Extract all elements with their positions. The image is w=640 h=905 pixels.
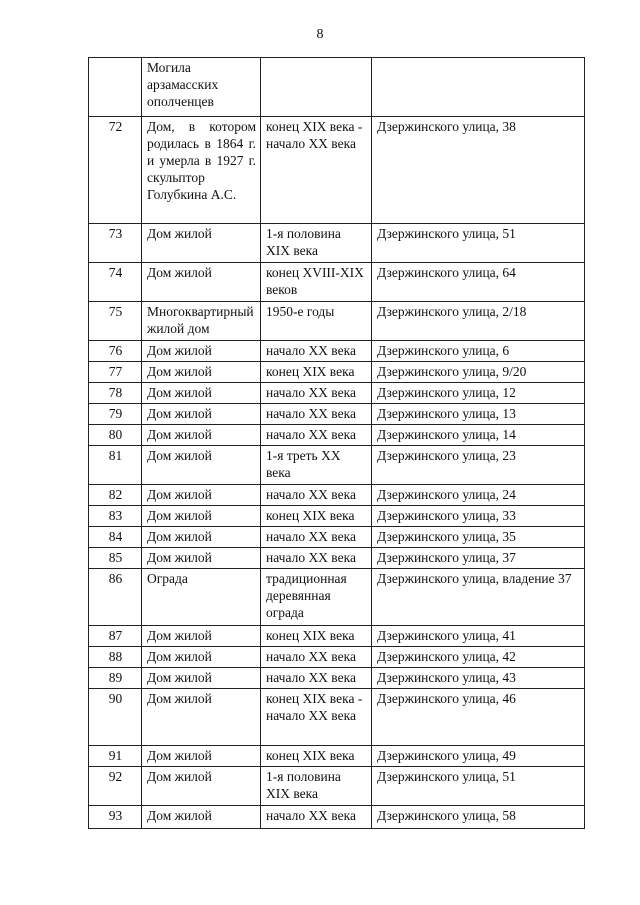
cell-name: Ограда: [142, 569, 261, 626]
cell-name: Дом жилой: [142, 806, 261, 829]
cell-name: Дом жилой: [142, 446, 261, 485]
cell-addr: Дзержинского улица, 38: [372, 117, 585, 224]
cell-num: 78: [89, 383, 142, 404]
table-row: [89, 362, 585, 383]
cell-addr: Дзержинского улица, владение 37: [372, 569, 585, 626]
table-row: [89, 767, 585, 806]
cell-num: 91: [89, 746, 142, 767]
table-row: [89, 668, 585, 689]
table-row: [89, 341, 585, 362]
table-row: [89, 689, 585, 746]
table-row: [89, 425, 585, 446]
table-row: [89, 58, 585, 117]
table-row: [89, 806, 585, 829]
heritage-objects-table: [88, 57, 585, 829]
cell-addr: Дзержинского улица, 23: [372, 446, 585, 485]
cell-date: 1-я треть XX века: [261, 446, 372, 485]
cell-name: Дом жилой: [142, 485, 261, 506]
cell-num: 76: [89, 341, 142, 362]
cell-num: 73: [89, 224, 142, 263]
cell-addr: Дзержинского улица, 33: [372, 506, 585, 527]
cell-addr: Дзержинского улица, 12: [372, 383, 585, 404]
cell-addr: Дзержинского улица, 13: [372, 404, 585, 425]
cell-addr: Дзержинского улица, 37: [372, 548, 585, 569]
table-row: [89, 569, 585, 626]
cell-addr: Дзержинского улица, 24: [372, 485, 585, 506]
table-row: [89, 746, 585, 767]
cell-date: конец XIX века: [261, 746, 372, 767]
cell-name: Многоквартирный жилой дом: [142, 302, 261, 341]
cell-addr: Дзержинского улица, 51: [372, 767, 585, 806]
cell-name: Дом жилой: [142, 263, 261, 302]
cell-name: Дом жилой: [142, 362, 261, 383]
cell-addr: Дзержинского улица, 58: [372, 806, 585, 829]
table-row: [89, 383, 585, 404]
cell-name: Дом жилой: [142, 647, 261, 668]
cell-date: конец XIX века - начало XX века: [261, 117, 372, 224]
cell-date: начало XX века: [261, 485, 372, 506]
table-row: [89, 263, 585, 302]
table-row: [89, 548, 585, 569]
cell-num: 80: [89, 425, 142, 446]
cell-name: Дом жилой: [142, 689, 261, 746]
table-row: [89, 506, 585, 527]
cell-addr: Дзержинского улица, 42: [372, 647, 585, 668]
table-row: [89, 485, 585, 506]
cell-date: начало XX века: [261, 383, 372, 404]
table-row: [89, 224, 585, 263]
cell-num: 87: [89, 626, 142, 647]
cell-addr: Дзержинского улица, 14: [372, 425, 585, 446]
cell-num: 74: [89, 263, 142, 302]
cell-addr: Дзержинского улица, 35: [372, 527, 585, 548]
cell-date: 1950-е годы: [261, 302, 372, 341]
cell-date: начало XX века: [261, 404, 372, 425]
cell-date: конец XIX века: [261, 506, 372, 527]
cell-addr: Дзержинского улица, 43: [372, 668, 585, 689]
page-number: 8: [316, 27, 324, 42]
cell-num: 79: [89, 404, 142, 425]
cell-addr: Дзержинского улица, 46: [372, 689, 585, 746]
cell-date: традиционная деревянная ограда: [261, 569, 372, 626]
cell-addr: [372, 58, 585, 117]
cell-name: Дом жилой: [142, 383, 261, 404]
cell-num: 75: [89, 302, 142, 341]
cell-addr: Дзержинского улица, 41: [372, 626, 585, 647]
cell-num: 90: [89, 689, 142, 746]
cell-num: 83: [89, 506, 142, 527]
table-row: [89, 626, 585, 647]
cell-date: начало XX века: [261, 668, 372, 689]
cell-name: Дом жилой: [142, 425, 261, 446]
cell-name: Дом жилой: [142, 224, 261, 263]
cell-date: конец XIX века: [261, 362, 372, 383]
cell-date: начало XX века: [261, 341, 372, 362]
cell-date: конец XIX века - начало XX века: [261, 689, 372, 746]
cell-date: конец XVIII-XIX веков: [261, 263, 372, 302]
cell-name: Дом, в котором родилась в 1864 г. и умерла в 1927 г. скульптор Голубкина А.С.: [142, 117, 261, 224]
cell-addr: Дзержинского улица, 51: [372, 224, 585, 263]
table-row: [89, 446, 585, 485]
table-row: [89, 404, 585, 425]
cell-num: [89, 58, 142, 117]
cell-name: Дом жилой: [142, 341, 261, 362]
cell-name: Дом жилой: [142, 668, 261, 689]
cell-name: Дом жилой: [142, 527, 261, 548]
cell-addr: Дзержинского улица, 2/18: [372, 302, 585, 341]
cell-num: 86: [89, 569, 142, 626]
cell-num: 89: [89, 668, 142, 689]
table-row: [89, 117, 585, 224]
cell-num: 85: [89, 548, 142, 569]
cell-date: 1-я половина XIX века: [261, 224, 372, 263]
cell-date: начало XX века: [261, 806, 372, 829]
cell-num: 77: [89, 362, 142, 383]
cell-num: 93: [89, 806, 142, 829]
cell-num: 81: [89, 446, 142, 485]
cell-name: Дом жилой: [142, 404, 261, 425]
cell-num: 92: [89, 767, 142, 806]
cell-date: конец XIX века: [261, 626, 372, 647]
table-row: [89, 647, 585, 668]
cell-name: Дом жилой: [142, 746, 261, 767]
cell-addr: Дзержинского улица, 64: [372, 263, 585, 302]
cell-addr: Дзержинского улица, 6: [372, 341, 585, 362]
cell-name: Могила арзамасских ополченцев: [142, 58, 261, 117]
cell-num: 84: [89, 527, 142, 548]
cell-addr: Дзержинского улица, 9/20: [372, 362, 585, 383]
cell-date: начало XX века: [261, 548, 372, 569]
cell-num: 88: [89, 647, 142, 668]
cell-date: начало XX века: [261, 425, 372, 446]
cell-num: 82: [89, 485, 142, 506]
cell-date: 1-я половина XIX века: [261, 767, 372, 806]
table-row: [89, 302, 585, 341]
table-row: [89, 527, 585, 548]
cell-date: [261, 58, 372, 117]
cell-num: 72: [89, 117, 142, 224]
cell-name: Дом жилой: [142, 767, 261, 806]
cell-date: начало XX века: [261, 527, 372, 548]
cell-date: начало XX века: [261, 647, 372, 668]
cell-name: Дом жилой: [142, 626, 261, 647]
cell-addr: Дзержинского улица, 49: [372, 746, 585, 767]
cell-name: Дом жилой: [142, 506, 261, 527]
cell-name: Дом жилой: [142, 548, 261, 569]
